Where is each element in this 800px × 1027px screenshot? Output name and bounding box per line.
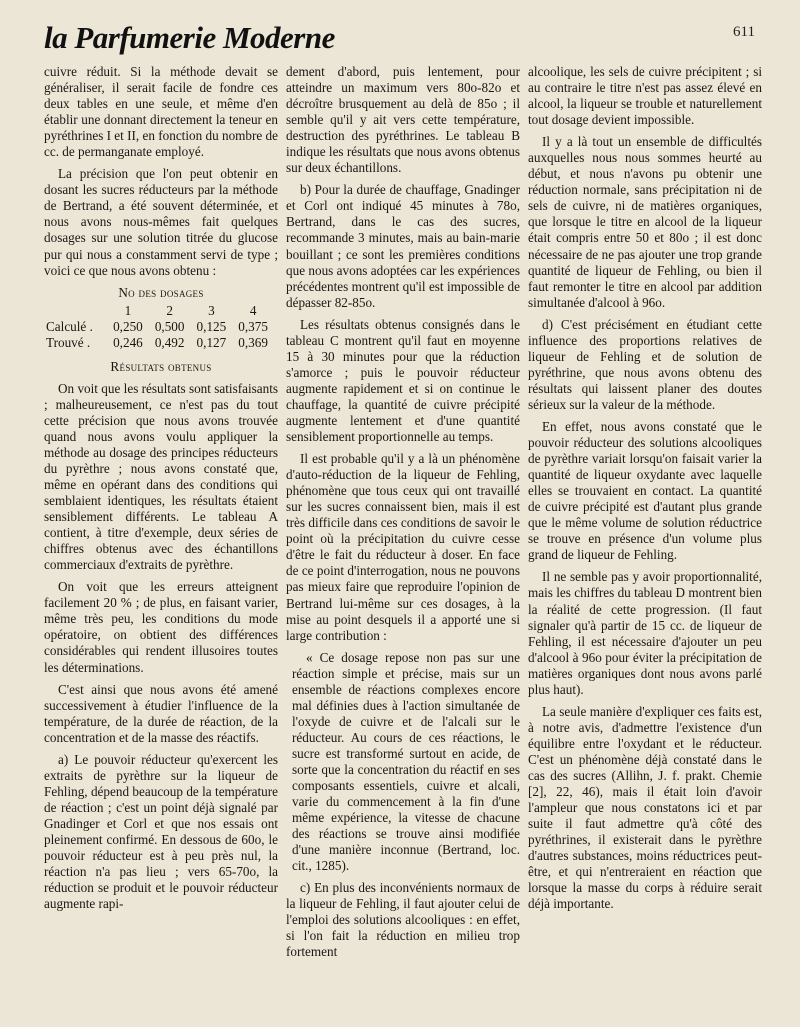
paragraph: Il ne semble pas y avoir proportionnalité, mais les chiffres du tableau D montrent bien la réalité de cette progression. (Il faut signaler qu'à partir de 15 cc. de liqueur de Fehling, il est nécessaire d'ajouter un peu d'alcool à 96o pour éviter la précipitation de matières organiques dont nous avons parlé plus haut). [528,569,762,697]
paragraph: C'est ainsi que nous avons été amené successivement à étudier l'influence de la température, de la durée de réaction, de la concentration et de la masse des réactifs. [44,681,278,745]
masthead-title: la Parfumerie Moderne [44,20,335,55]
table-title: No des dosages [118,284,204,300]
paragraph: Il y a là tout un ensemble de difficultés auxquelles nous nous sommes heurté au début, et nous n'avons pu obtenir une réduction normale, sans précipitation ni de sels de cuivre, ni de matières organiques, que lorsque le titre en alcool de la liqueur était compris entre 50 et 80o ; il est donc nécessaire de ne pas ajouter une trop grande quantité de liqueur de Fehling, ou bien il faut remonter le titre en alcool par addition simultanée d'alcool à 96o. [528,134,762,310]
paragraph: La seule manière d'expliquer ces faits est, à notre avis, d'admettre l'existence d'un équilibre entre l'oxydant et le réducteur. C'est un phénomène déjà constaté dans le cas des sucres (Allihn, J. f. prakt. Chemie [2], 22, 46), mais il était loin d'avoir l'ampleur que nous constatons ici et par suite il faut admettre qu'à côté des pyréthrines, il existerait dans le pyrèthre d'autres substances, moins réductrices peut-être, et qui n'entreraient en réaction que lorsque la masse du corps à réduire serait déjà importante. [528,703,762,912]
paragraph: cuivre réduit. Si la méthode devait se généraliser, il serait facile de fondre ces deux tables en une seule, et même d'en établir une donnant directement la teneur en pyréthrines I et II, en fonction du nombre de cc. de permanganate employé. [44,64,279,160]
table-cell: 0,375 [238,318,268,334]
table-cell: 0,500 [154,318,185,334]
table-col-header: 2 [166,302,173,318]
paragraph: alcoolique, les sels de cuivre précipitent ; si au contraire le titre n'est pas assez élevé en alcool, la liqueur se trouble et naturellement tout dosage devient impossible. [528,64,762,128]
paragraph: Les résultats obtenus consignés dans le tableau C montrent qu'il faut en moyenne 15 à 30 minutes pour que la réduction s'amorce ; puis le pouvoir réducteur augmente rapidement et si on continue le chauffage, la quantité de cuivre précipité augmente lentement et d'une quantité sensiblement proportionnelle au temps. [286,316,520,445]
dosages-table [44,303,274,351]
table-col-header: 1 [124,302,132,318]
table-cell: 0,369 [238,334,268,350]
page-number: 611 [733,24,755,40]
column-1 [44,64,278,918]
paragraph: dement d'abord, puis lentement, pour atteindre un maximum vers 80o-82o et décroître brusquement au delà de 85o ; il semble qu'il y ait vers cette température, destruction des pyréthrines. Le tableau B indique les résultats que nous avons obtenus sur deux échantillons. [286,64,520,176]
paragraph: d) C'est précisément en étudiant cette influence des proportions relatives de liqueur de Fehling et de solution de pyréthrine, que nous avons obtenu des résultats qui laissent planer des doutes sérieux sur la valeur de la méthode. [528,316,762,412]
table-cell: 0,127 [196,334,227,350]
paragraph: La précision que l'on peut obtenir en dosant les sucres réducteurs par la méthode de Bertrand, a été souvent déterminée, et nous avons nous-mêmes fait quelques dosages sur une solution titrée du glucose pur qui nous a constamment servi de type ; voici ce que nous avons obtenu : [44,166,278,278]
table-row [44,335,274,351]
row-label: Trouvé . [46,334,91,350]
paragraph: En effet, nous avons constaté que le pouvoir réducteur des solutions alcooliques de pyrèthre variait lorsqu'on faisait varier la quantité de liqueur oxydante avec laquelle elles se trouvaient en contact. La quantité de cuivre précipité est d'autant plus grande que le même volume de solution réductrice se trouve en présence d'un volume plus grand de liqueur de Fehling. [528,418,762,563]
paragraph: On voit que les erreurs atteignent facilement 20 % ; de plus, en faisant varier, même très peu, les conditions du mode opératoire, on obtient des différences considérables qui rendent illusoires toutes les déterminations. [44,579,278,675]
paragraph: b) Pour la durée de chauffage, Gnadinger et Corl ont indiqué 45 minutes à 78o, Bertrand, dans le cas des sucres, recommande 3 minutes, mais au bain-marie bouillant ; ce sont les premières conditions que nous avons adoptées car les expériences précédentes montrent qu'il est impossible de dépasser 82-85o. [286,182,520,310]
column-3 [528,64,762,918]
paragraph: Il est probable qu'il y a là un phénomène d'auto-réduction de la liqueur de Fehling, phénomène que tous ceux qui ont travaillé sur les sucres connaissent bien, mais il est très difficile dans ces conditions de savoir le point où la précipitation du cuivre cesse d'être le fait du réducteur à doser. En face de ce point d'interrogation, nous ne pouvons pas mieux faire que reproduire l'opinion de Bertrand lui-même sur ces dosages, à la mise au point desquels il a apporté une si large contribution : [286,451,520,643]
table-cell: 0,250 [113,318,143,334]
table-cell: 0,125 [196,318,227,334]
paragraph: c) En plus des inconvénients normaux de la liqueur de Fehling, il faut ajouter celui de l'emploi des solutions alcooliques : en effet, si l'on fait la réduction en milieu trop fortement [286,880,520,960]
table-row [44,319,274,335]
column-2 [286,64,520,967]
table-col-header: 4 [249,302,257,318]
paragraph: a) Le pouvoir réducteur qu'exercent les extraits de pyrèthre sur la liqueur de Fehling, dépend beaucoup de la température de réaction ; c'est un point déjà signalé par Gnadinger et Corl et que nos essais ont pleinement confirmé. En dessous de 60o, le pouvoir réducteur est à peu près nul, la réaction n'a pas lieu ; vers 65-70o, la réduction se produit et le pouvoir réducteur augmente rapi- [44,751,278,912]
paragraph: On voit que les résultats sont satisfaisants ; malheureusement, ce n'est pas du tout cette précision que nous avons trouvée quand nous avons voulu appliquer la méthode au dosage des principes réducteurs du pyrèthre ; nous avons constaté que, même en opérant dans des conditions qui semblaient identiques, les résultats étaient sensiblement différents. Le tableau A contient, à titre d'exemple, deux séries de chiffres obtenus avec des échantillons commerciaux d'extraits de pyrèthre. [44,380,278,573]
table-corner [44,303,107,319]
table-cell: 0,246 [113,334,143,350]
table-cell: 0,492 [154,334,185,350]
table-header-row [44,303,274,319]
row-label: Calculé . [46,318,93,334]
quotation: « Ce dosage repose non pas sur une réaction simple et précise, mais sur un ensemble de réactions complexes encore mal définies dues à l'action simultanée de l'oxyde de cuivre et de l'alcali sur le réducteur. Au cours de ces réactions, le sucre est transformé surtout en acide, de sorte que la concentration du réactif en ses composants essentiels, cuivre et alcali, varie du commencement à la fin d'une même expérience, la vitesse de chacune des réactions se trouve ainsi modifiée d'une manière inconnue (Bertrand, loc. cit., 1285). [292,649,520,874]
table-col-header: 3 [208,302,215,318]
section-heading: Résultats obtenus [110,358,212,374]
